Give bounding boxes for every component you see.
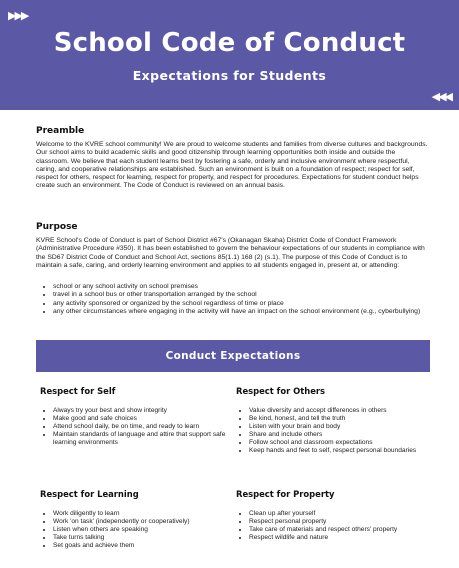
card-list-respect-learning [44, 510, 231, 550]
list-item: • Share and include others [249, 431, 429, 439]
arrows-left-icon: ◀◀◀ [431, 91, 451, 103]
card-heading-respect-others: Respect for Others [236, 386, 325, 396]
list-item: • Set goals and achieve them [53, 542, 231, 550]
purpose-heading: Purpose [36, 222, 78, 232]
list-item: • Work 'on task' (independently or cooperatively) [53, 518, 231, 526]
card-heading-respect-property: Respect for Property [236, 489, 335, 499]
list-item: • Respect wildlife and nature [249, 534, 437, 542]
list-item: • Work diligently to learn [53, 510, 231, 518]
page-subtitle: Expectations for Students [132, 68, 327, 83]
list-item: • Maintain standards of language and attire that support safe learning environments [53, 431, 231, 447]
list-item: • Make good and safe choices [53, 415, 231, 423]
list-item: • Respect personal property [249, 518, 437, 526]
card-heading-respect-self: Respect for Self [40, 386, 116, 396]
list-item: • Always try your best and show integrity [53, 407, 231, 415]
card-list-respect-others [240, 407, 429, 454]
list-item: • Follow school and classroom expectations [249, 439, 429, 447]
list-item: • Attend school daily, be on time, and ready to learn [53, 423, 231, 431]
list-item: • Listen when others are speaking [53, 526, 231, 534]
list-item: • Value diversity and accept differences in others [249, 407, 429, 415]
list-item: • Listen with your brain and body [249, 423, 429, 431]
conduct-expectations-band: Conduct Expectations [36, 340, 430, 372]
list-item: • school or any school activity on school premises [53, 283, 437, 291]
purpose-text: KVRE School's Code of Conduct is part of School District #67's (Okanagan Skaha) District Code of Conduct Framework (Administrative Procedure #350). It has been established to govern the behaviour expectations of our students in compliance with the SD67 District Code of Conduct and School Act, sections 85(1.1) 168 (2) (s.1). The purpose of this Code of Conduct is to maintain a safe, caring, and orderly learning environment and applies to all students engaged in, present at, or attending: [36, 237, 425, 269]
list-item: • Clean up after yourself [249, 510, 437, 518]
page-title: School Code of Conduct [53, 28, 406, 58]
list-item: • Keep hands and feet to self, respect personal boundaries [249, 447, 429, 455]
arrows-right-icon: ▶▶▶ [8, 10, 28, 22]
card-list-respect-self [44, 407, 231, 447]
list-item: • Take care of materials and respect others' property [249, 526, 437, 534]
list-item: • Take turns talking [53, 534, 231, 542]
header-banner [0, 0, 459, 110]
list-item: • travel in a school bus or other transportation arranged by the school [53, 291, 437, 299]
preamble-heading: Preamble [36, 126, 85, 136]
card-list-respect-property [240, 510, 437, 542]
purpose-list [44, 283, 437, 316]
list-item: • Be kind, honest, and tell the truth [249, 415, 429, 423]
list-item: • any other circumstances where engaging in the activity will have an impact on the school environment (e.g., cyberbullying) [53, 308, 437, 316]
list-item: • any activity sponsored or organized by the school regardless of time or place [53, 300, 437, 308]
preamble-text: Welcome to the KVRE school community! We are proud to welcome students and families from diverse cultures and backgrounds. Our school aims to build academic skills and good citizenship through learning opportunities both inside and outside the classroom. We believe that each student learns best by fostering a safe, orderly and inclusive environment where respectful, caring, and cooperative relationships are established. Such an environment is built on a foundation of respect; respect for self, respect for others, respect for learning, respect for property, and respect for procedures. Expectations for student conduct helps create such an environment. The Code of Conduct is reviewed on an annual basis. [36, 141, 428, 190]
card-heading-respect-learning: Respect for Learning [40, 489, 139, 499]
